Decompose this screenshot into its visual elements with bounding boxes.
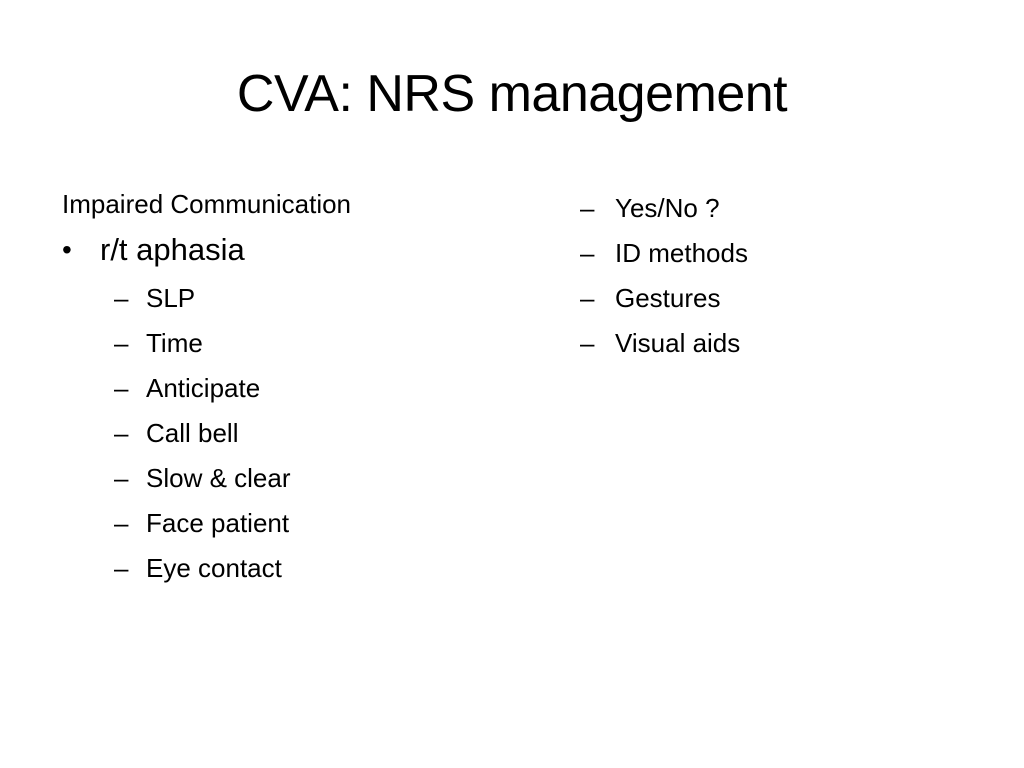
dash-icon: –	[114, 373, 129, 403]
bullet-icon: •	[62, 234, 72, 265]
section-heading: Impaired Communication	[62, 189, 352, 219]
dash-icon: –	[114, 463, 129, 493]
dash-icon: –	[580, 283, 595, 313]
list-item: – Yes/No ?	[580, 186, 980, 231]
list-item: – Eye contact	[114, 546, 512, 591]
bullet-text: r/t aphasia	[100, 232, 245, 267]
list-item: – SLP	[114, 276, 512, 321]
dash-icon: –	[114, 328, 129, 358]
list-item: – Anticipate	[114, 366, 512, 411]
list-item: – Visual aids	[580, 321, 980, 366]
list-item: – Slow & clear	[114, 456, 512, 501]
list-item: – Call bell	[114, 411, 512, 456]
list-item: – Face patient	[114, 501, 512, 546]
dash-icon: –	[580, 328, 595, 358]
left-sub-list	[62, 276, 512, 591]
list-item: – Time	[114, 321, 512, 366]
list-item: – Gestures	[580, 276, 980, 321]
bullet-item	[62, 230, 512, 270]
right-sub-list	[580, 186, 980, 366]
slide-title: CVA: NRS management	[236, 65, 788, 123]
dash-icon: –	[114, 553, 129, 583]
dash-icon: –	[114, 508, 129, 538]
dash-icon: –	[114, 283, 129, 313]
dash-icon: –	[114, 418, 129, 448]
list-item: – ID methods	[580, 231, 980, 276]
dash-icon: –	[580, 193, 595, 223]
left-column	[62, 186, 512, 591]
right-column	[580, 186, 980, 366]
dash-icon: –	[580, 238, 595, 268]
